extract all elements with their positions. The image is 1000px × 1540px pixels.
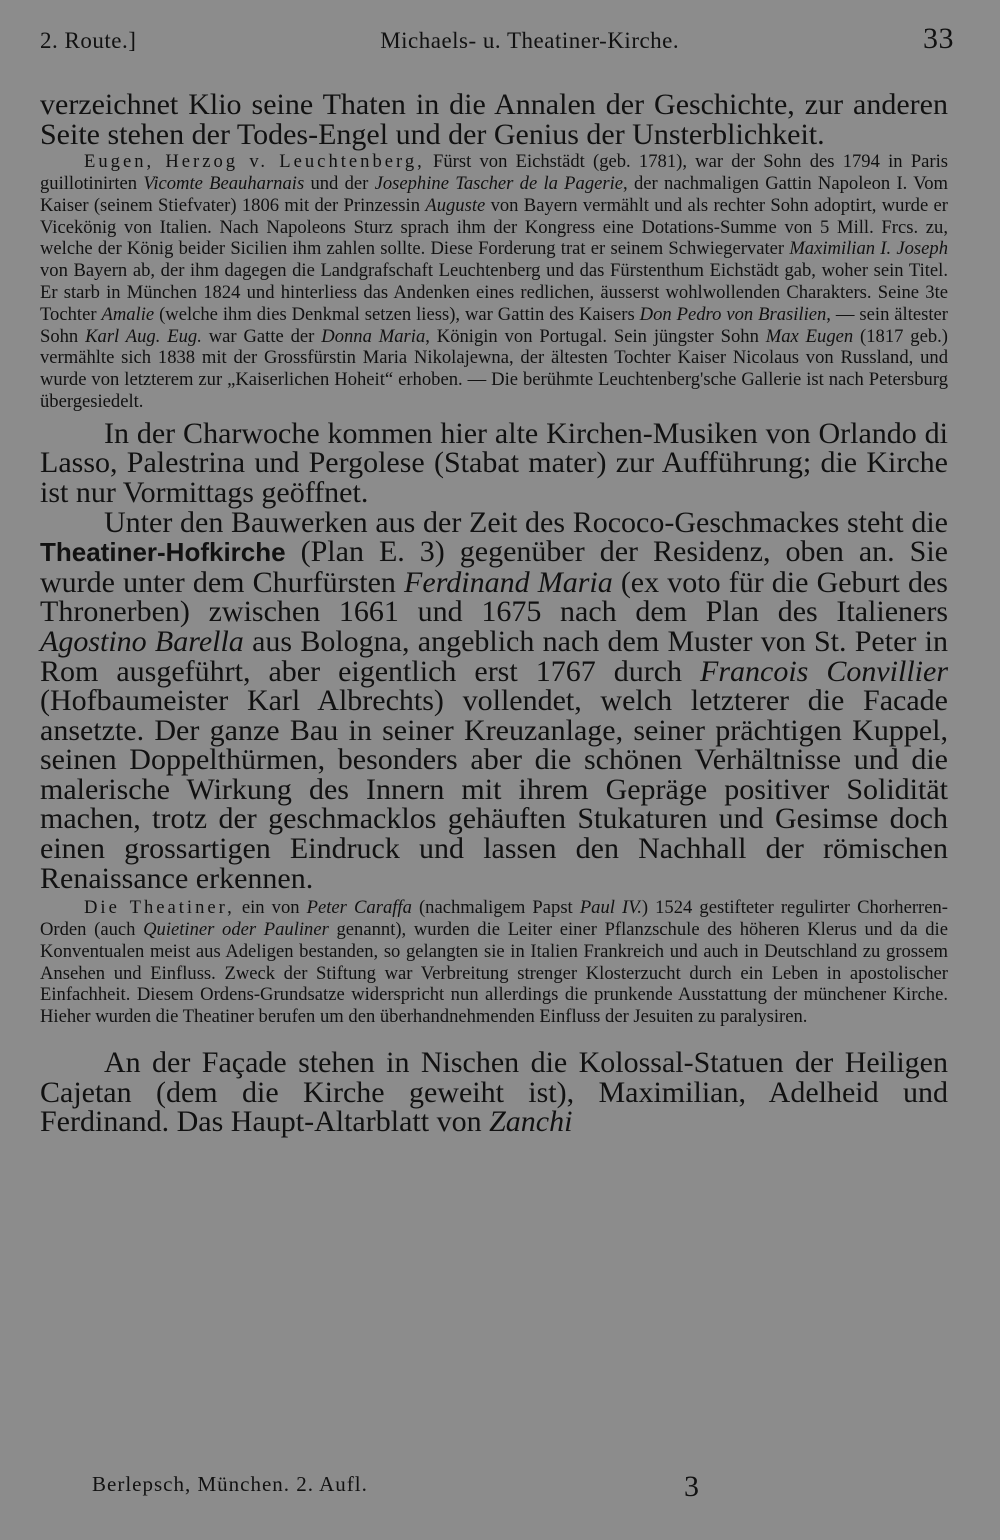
- paragraph-theatiner-hofkirche: Unter den Bauwerken aus der Zeit des Rococo-Geschmackes steht die Theatiner-Hofkirche (Plan E. 3) gegenüber der Residenz, oben an. Sie wurde unter dem Churfürsten Ferdinand Maria (ex voto für die Geburt des Thronerben) zwischen 1661 und 1675 nach dem Plan des Italieners Agostino Barella aus Bologna, angeblich nach dem Muster von St. Peter in Rom ausgeführt, aber eigentlich erst 1767 durch Francois Convillier (Hofbaumeister Karl Albrechts) vollendet, welch letzterer die Facade ansetzte. Der ganze Bau in seiner Kreuzanlage, seiner prächtigen Kuppel, seinen Doppelthürmen, besonders aber die schönen Verhältnisse und die malerische Wirkung des Innern mit ihrem Gepräge positiver Solidität machen, trotz der geschmacklos gehäuften Stukaturen und Gesimse doch einen grossartigen Eindruck und lassen den Nachhall der römischen Renaissance erkennen.: [40, 505, 948, 895]
- running-head-title: Michaels- u. Theatiner-Kirche.: [380, 28, 680, 53]
- paragraph-facade: An der Façade stehen in Nischen die Kolossal-Statuen der Heiligen Cajetan (dem die Kirche geweiht ist), Maximilian, Adelheid und Ferdinand. Das Haupt-Altarblatt von Zanchi: [40, 1046, 948, 1139]
- signature-mark: 3: [684, 1470, 700, 1503]
- note-theatiner: Die Theatiner, ein von Peter Caraffa (nachmaligem Papst Paul IV.) 1524 gestifteter regulirter Chorherren-Orden (auch Quietiner oder Pauliner genannt), wurden die Leiter einer Pflanzschule des höheren Klerus und da die Konventualen meist aus Adeligen bestanden, so gelangten sie in Italien Frankreich und auch in Deutschland zu grossem Ansehen und Einfluss. Zweck der Stiftung war Verbreitung strenger Klosterzucht durch ein Leben in apostolischer Einfachheit. Diesem Ordens-Grundsatze widerspricht nun allerdings die prunkende Ausstattung der münchener Kirche. Hieher wurden die Theatiner berufen um den überhandnehmenden Einfluss der Jesuiten zu paralysiren.: [40, 897, 948, 1028]
- running-head: [40, 22, 960, 62]
- running-head-section: 2. Route.]: [40, 28, 137, 53]
- imprint: Berlepsch, München. 2. Aufl.: [92, 1472, 368, 1496]
- note-lead: Die Theatiner,: [84, 897, 235, 919]
- book-page: [40, 22, 960, 1137]
- page-number: 33: [923, 22, 954, 55]
- paragraph-klio: verzeichnet Klio seine Thaten in die Annalen der Geschichte, zur anderen Seite stehen der Todes-Engel und der Genius der Unsterblichkeit.: [40, 88, 948, 151]
- note-lead: Eugen, Herzog v. Leuchtenberg,: [84, 151, 425, 173]
- note-eugen-leuchtenberg: Eugen, Herzog v. Leuchtenberg, Fürst von Eichstädt (geb. 1781), war der Sohn des 1794 in Paris guillotinirten Vicomte Beauharnais und der Josephine Tascher de la Pagerie, der nachmaligen Gattin Napoleon I. Vom Kaiser (seinem Stiefvater) 1806 mit der Prinzessin Auguste von Bayern vermählt und als rechter Sohn adoptirt, wurde er Vicekönig von Italien. Nach Napoleons Sturz sprach ihm der Kongress eine Dotations-Summe von 5 Mill. Frcs. zu, welche der König beider Sicilien ihm zahlen sollte. Diese Forderung trat er seinem Schwiegervater Maximilian I. Joseph von Bayern ab, der ihm dagegen die Landgrafschaft Leuchtenberg und das Fürstenthum Eichstädt gab, woher sein Titel. Er starb in München 1824 und hinterliess das Andenken eines redlichen, äusserst wohlwollenden Charakters. Seine 3te Tochter Amalie (welche ihm dies Denkmal setzen liess), war Gattin des Kaisers Don Pedro von Brasilien, — sein ältester Sohn Karl Aug. Eug. war Gatte der Donna Maria, Königin von Portugal. Sein jüngster Sohn Max Eugen (1817 geb.) vermählte sich 1838 mit der Grossfürstin Maria Nikolajewna, der ältesten Tochter Kaiser Nicolaus von Russland, und wurde von letzterem zur „Kaiserlichen Hoheit“ erhoben. — Die berühmte Leuchtenberg'sche Gallerie ist nach Petersburg übergesiedelt.: [40, 151, 949, 412]
- highlight-theatiner-hofkirche: Theatiner-Hofkirche: [40, 537, 286, 568]
- paragraph-charwoche: In der Charwoche kommen hier alte Kirchen-Musiken von Orlando di Lasso, Palestrina und Pergolese (Stabat mater) zur Aufführung; die Kirche ist nur Vormittags geöffnet.: [40, 416, 948, 509]
- page-footer: [92, 1470, 712, 1503]
